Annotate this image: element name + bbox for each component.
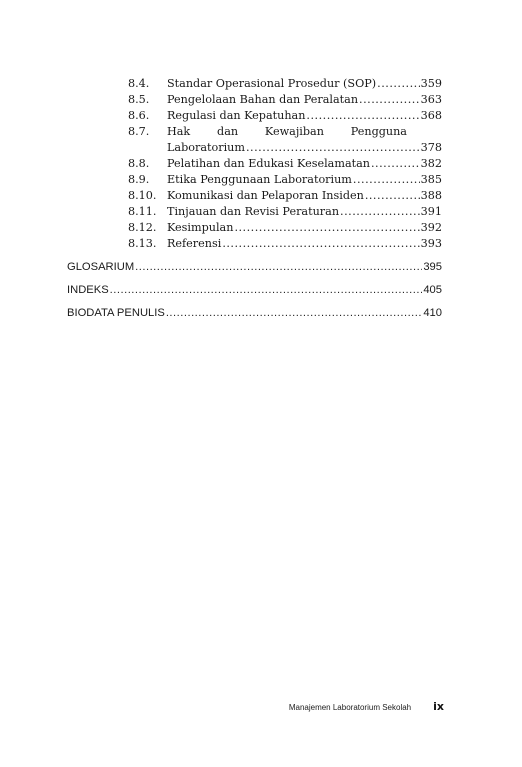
toc-entry-page: 378	[420, 141, 442, 154]
dot-leader	[340, 204, 420, 220]
dot-leader	[222, 236, 419, 252]
dot-leader	[246, 140, 420, 156]
toc-entry-page: 363	[420, 93, 442, 106]
toc-entry-number: 8.10.	[128, 189, 157, 202]
dot-leader	[377, 76, 419, 92]
toc-entry-8-10[interactable]	[128, 188, 442, 204]
toc-entry-page: 393	[420, 237, 442, 250]
toc-entry-8-11[interactable]	[128, 204, 442, 220]
toc-entry-title-word: Hak	[167, 125, 191, 138]
toc-entry-page: 392	[420, 221, 442, 234]
toc-entry-title: Komunikasi dan Pelaporan Insiden	[167, 189, 364, 202]
toc-entry-number: 8.13.	[128, 237, 157, 250]
toc-entry-biodata-penulis[interactable]	[67, 305, 442, 321]
toc-entry-8-13[interactable]	[128, 236, 442, 252]
toc-entry-number: 8.12.	[128, 221, 157, 234]
toc-entry-title: Regulasi dan Kepatuhan	[167, 109, 306, 122]
toc-entry-8-7-line2[interactable]	[128, 140, 442, 156]
toc-entry-glosarium[interactable]	[67, 259, 442, 275]
toc-entry-title-line1	[167, 124, 407, 140]
toc-entry-number: 8.6.	[128, 109, 150, 122]
dot-leader	[166, 305, 423, 321]
toc-entry-number: 8.4.	[128, 77, 150, 90]
toc-entry-page: 410	[423, 307, 442, 319]
dot-leader	[359, 92, 420, 108]
toc-entry-title: Pelatihan dan Edukasi Keselamatan	[167, 157, 370, 170]
toc-entry-title-word: Pengguna	[350, 125, 407, 138]
toc-entry-number: 8.7.	[128, 125, 150, 138]
toc-entry-8-7-line1[interactable]	[128, 124, 442, 140]
toc-entry-title: BIODATA PENULIS	[67, 307, 165, 319]
toc-entry-page: 359	[420, 77, 442, 90]
footer-page-number: ix	[433, 700, 444, 713]
toc-entry-8-5[interactable]	[128, 92, 442, 108]
toc-entry-number: 8.11.	[128, 205, 157, 218]
toc-entry-title: Pengelolaan Bahan dan Peralatan	[167, 93, 359, 106]
page-footer	[289, 700, 444, 718]
toc-entry-title: Referensi	[167, 237, 222, 250]
toc-entry-page: 391	[420, 205, 442, 218]
toc-entry-8-6[interactable]	[128, 108, 442, 124]
toc-entry-page: 382	[420, 157, 442, 170]
toc-entry-title: Tinjauan dan Revisi Peraturan	[167, 205, 340, 218]
dot-leader	[353, 172, 420, 188]
toc-entry-number: 8.5.	[128, 93, 150, 106]
toc-entry-page: 368	[420, 109, 442, 122]
toc-entry-number: 8.8.	[128, 157, 150, 170]
toc-entry-title-word: Kewajiban	[264, 125, 324, 138]
toc-entry-title-word: dan	[217, 125, 239, 138]
dot-leader	[371, 156, 420, 172]
toc-entry-title: Etika Penggunaan Laboratorium	[167, 173, 352, 186]
toc-entry-8-12[interactable]	[128, 220, 442, 236]
toc-entry-page: 385	[420, 173, 442, 186]
dot-leader	[365, 188, 420, 204]
dot-leader	[110, 282, 423, 298]
toc-entry-8-8[interactable]	[128, 156, 442, 172]
toc-entry-title: GLOSARIUM	[67, 261, 135, 273]
toc-entry-page: 395	[423, 261, 442, 273]
toc-entry-page: 388	[420, 189, 442, 202]
toc-entry-title-line2: Laboratorium	[167, 141, 245, 154]
toc-entry-title: INDEKS	[67, 284, 109, 296]
toc-entry-indeks[interactable]	[67, 282, 442, 298]
footer-book-title: Manajemen Laboratorium Sekolah	[288, 703, 412, 712]
toc-entry-number: 8.9.	[128, 173, 150, 186]
dot-leader	[306, 108, 419, 124]
toc-entry-8-4[interactable]	[128, 76, 442, 92]
toc-entry-8-9[interactable]	[128, 172, 442, 188]
dot-leader	[135, 259, 422, 275]
dot-leader	[234, 220, 419, 236]
toc-entry-title: Standar Operasional Prosedur (SOP)	[167, 77, 377, 90]
toc-entry-title: Kesimpulan	[167, 221, 234, 234]
toc-entry-page: 405	[423, 284, 442, 296]
